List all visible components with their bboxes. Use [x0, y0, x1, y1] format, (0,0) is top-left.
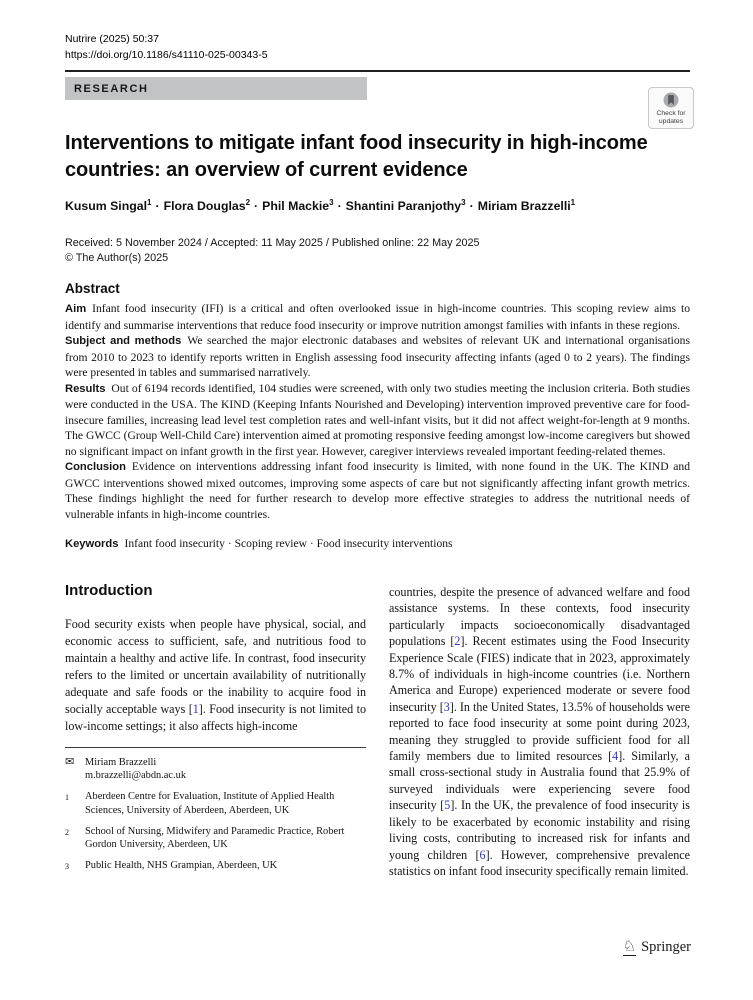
body-columns	[65, 581, 690, 879]
corresponding-author-name: Miriam Brazzelli	[85, 757, 157, 768]
author-affiliation-sup: 1	[147, 197, 152, 207]
page-title: Interventions to mitigate infant food insecurity in high-income countries: an overview of current evidence	[65, 132, 648, 181]
author: Shantini Paranjothy$^3$	[345, 197, 466, 213]
check-for-updates-label: Check for updates	[656, 110, 686, 126]
envelope-icon: ✉	[65, 756, 75, 768]
affiliation-text: School of Nursing, Midwifery and Paramedic Practice, Robert Gordon University, Aberdeen, UK	[85, 825, 345, 851]
keywords-list: Infant food insecurity · Scoping review · Food insecurity interventions	[124, 537, 453, 550]
right-column	[389, 581, 690, 879]
author-affiliation-sup: 2	[245, 197, 251, 207]
abstract-heading: Abstract	[65, 281, 120, 296]
abstract-body	[65, 301, 690, 522]
affiliation-text: Aberdeen Centre for Evaluation, Institute of Applied Health Sciences, University of Aberdeen, Aberdeen, UK	[85, 791, 335, 816]
publication-history: Received: 5 November 2024 / Accepted: 11 May 2025 / Published online: 22 May 2025	[65, 237, 480, 249]
abstract-results-label: Results	[65, 382, 106, 395]
keywords-line	[65, 537, 690, 550]
publisher-name: Springer	[641, 939, 691, 955]
copyright-notice: © The Author(s) 2025	[65, 252, 169, 264]
corresponding-author-email[interactable]: m.brazzelli@abdn.ac.uk	[85, 770, 187, 782]
author-affiliation-sup: 1	[570, 197, 576, 207]
banner-row	[65, 77, 690, 100]
springer-knight-icon: ♘	[622, 938, 637, 955]
introduction-paragraph-left: Food security exists when people have physical, social, and economic access to sufficient, safe, and nutritious food to maintain a healthy and active life. In contrast, food insecurity refers to the limited or uncertain availability of nutritionally adequate and safe foods or the inability to acquire food in socially acceptable ways [1]. Food insecurity is not limited to low-income settings; it also affects high-income	[65, 617, 366, 733]
left-column	[65, 581, 366, 879]
author-affiliation-sup: 3	[329, 197, 334, 207]
abstract-methods: Subject and methods We searched the major electronic databases and websites of relevant UK and international organisations from 2010 to 2023 to identify reports written in English assessing food insecurity affecting infants (aged 0 to 2 years). The findings were presented in tables and summarised narratively.	[65, 334, 690, 379]
footnote-rule	[65, 747, 366, 748]
journal-citation: Nutrire (2025) 50:37	[65, 33, 159, 45]
affiliation-number: 3	[65, 862, 69, 872]
citation-ref[interactable]: 4	[612, 749, 619, 764]
citation-ref[interactable]: 1	[192, 702, 199, 716]
author-separator: ·	[337, 199, 342, 213]
keywords-label: Keywords	[65, 538, 119, 550]
abstract-conclusion: Conclusion Evidence on interventions addressing infant food insecurity is limited, with none found in the UK. The KIND and GWCC interventions showed mixed outcomes, improving some aspects of care but not significantly affecting infant growth metrics. These findings highlight the need for further research to develop more effective strategies to address the nutritional needs of vulnerable infants in high-income countries.	[65, 460, 690, 521]
author: Miriam Brazzelli$^1$	[477, 197, 576, 213]
citation-ref[interactable]: 3	[443, 699, 450, 714]
affiliation-item	[65, 825, 366, 851]
abstract-methods-label: Subject and methods	[65, 335, 182, 347]
author-byline	[65, 199, 690, 213]
correspondence-body	[85, 756, 366, 782]
citation-ref[interactable]: 2	[454, 634, 461, 649]
author-affiliation-sup: 3	[461, 197, 466, 207]
abstract-aim-label: Aim	[65, 303, 87, 315]
header-rule	[65, 70, 690, 72]
introduction-heading: Introduction	[65, 582, 153, 599]
citation-ref[interactable]: 6	[479, 847, 486, 862]
article-type-banner: RESEARCH	[65, 77, 367, 100]
citation-ref[interactable]: 5	[444, 798, 451, 813]
author: Flora Douglas$^2$	[163, 197, 251, 213]
author-separator: ·	[469, 199, 474, 213]
affiliation-item	[65, 859, 366, 873]
abstract-conclusion-label: Conclusion	[65, 461, 126, 473]
doi-link[interactable]: https://doi.org/10.1186/s41110-025-00343-5	[65, 49, 268, 61]
author-separator: ·	[254, 199, 259, 213]
introduction-paragraph-right: countries, despite the presence of advanced welfare and food assistance systems. In these contexts, food insecurity particularly impacts socioeconomically disadvantaged populations [2]. Recent estimates using the Food Insecurity Experience Scale (FIES) indicate that in 2023, approximately 8.7% of individuals in high-income countries (i.e. Northern America and Europe) experienced moderate or severe food insecurity [3]. In the United States, 13.5% of households were reported to face food insecurity at some point during 2023, meaning they struggled to provide sufficient food for all family members due to limited resources [4]. Similarly, a small cross-sectional study in Australia found that 25.9% of surveyed individuals were experiencing severe food insecurity [5]. In the UK, the prevalence of food insecurity is likely to be exacerbated by economic instability and rising living costs, contributing to increased risk for infants and young children [6]. However, comprehensive prevalence statistics on infant food insecurity specifically remain limited.	[389, 585, 690, 878]
affiliation-number: 2	[65, 827, 69, 837]
footnote-block	[65, 747, 366, 873]
abstract-results: Results Out of 6194 records identified, 104 studies were screened, with only two studies meeting the inclusion criteria. Both studies were conducted in the USA. The KIND (Keeping Infants Nourished and Developing) intervention improved preventive care for food-insecure families, increasing lead level test completion rates and well-infant visits, but it did not affect weight-for-length at 9 months. The GWCC (Group Well-Child Care) intervention aimed at promoting responsive feeding amongst low-income caregivers but showed no significant impact on infant growth in the first year. However, caregiver interviews revealed important feeding-related themes.	[65, 381, 690, 458]
publisher-logo	[623, 939, 691, 956]
check-for-updates-badge[interactable]	[648, 87, 694, 129]
affiliation-text: Public Health, NHS Grampian, Aberdeen, UK	[85, 860, 278, 872]
crossmark-icon	[662, 91, 680, 109]
correspondence	[65, 756, 366, 782]
author-separator: ·	[155, 199, 160, 213]
author: Phil Mackie$^3$	[262, 197, 334, 213]
affiliation-number: 1	[65, 793, 69, 803]
affiliation-item	[65, 790, 366, 816]
author: Kusum Singal$^1$	[65, 197, 152, 213]
abstract-aim: Aim Infant food insecurity (IFI) is a critical and often overlooked issue in high-income countries. This scoping review aims to identify and summarise interventions that reduce food insecurity or improve nutrition amongst families with infants in these regions.	[65, 302, 690, 332]
